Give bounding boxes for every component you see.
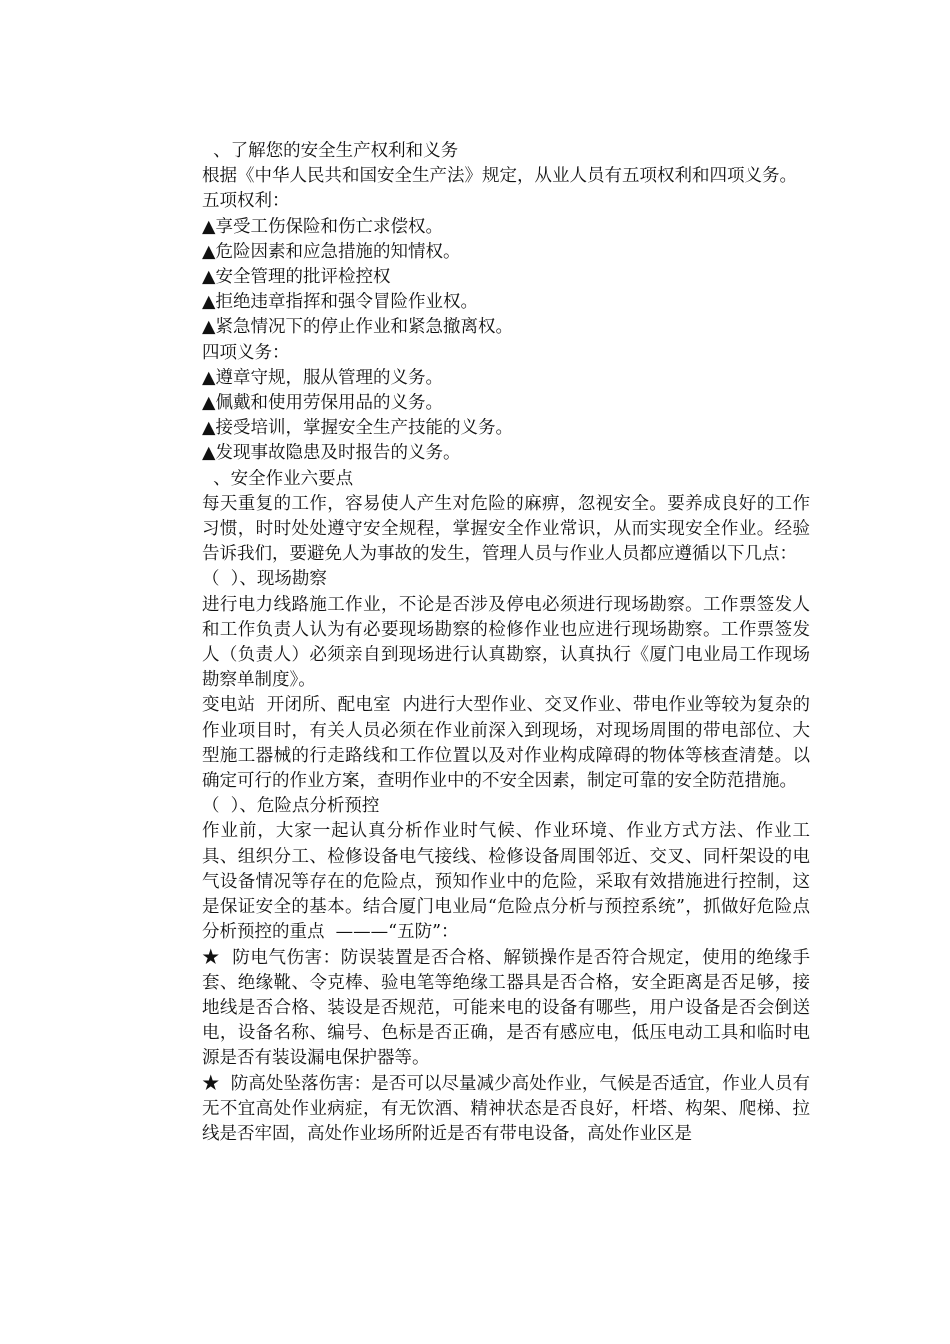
duty-item: ▲佩戴和使用劳保用品的义务。: [202, 393, 443, 414]
subheading-four-duties: 四项义务：: [202, 342, 290, 363]
right-item: ▲安全管理的批评检控权: [202, 267, 391, 288]
section-heading-rights-duties: 、了解您的安全生产权利和义务: [202, 141, 459, 161]
right-item: ▲危险因素和应急措施的知情权。: [202, 241, 461, 262]
duty-item: ▲接受培训，掌握安全生产技能的义务。: [202, 418, 513, 439]
duty-item: ▲发现事故隐患及时报告的义务。: [202, 443, 461, 464]
right-item: ▲拒绝违章指挥和强令冒险作业权。: [202, 292, 478, 313]
subheading-hazard-control: （ ）、危险点分析预控: [202, 796, 380, 817]
paragraph-substation-work: 变电站 开闭所、配电室 内进行大型作业、交叉作业、带电作业等较为复杂的作业项目时，有关人员必须在作业前深入到现场，对现场周围的带电部位、大型施工器械的行走路线和工作位置以及对作业构成障碍的物体等核查清楚。以确定可行的作业方案，查明作业中的不安全因素，制定可靠的安全防范措施。: [202, 695, 810, 792]
section-heading-six-points: 、安全作业六要点: [202, 468, 354, 489]
right-item: ▲享受工伤保险和伤亡求偿权。: [202, 216, 443, 237]
subheading-site-survey: （ ）、现场勘察: [202, 569, 327, 590]
duty-item: ▲遵章守规，服从管理的义务。: [202, 367, 443, 388]
document-body: [202, 139, 810, 1147]
right-item: ▲紧急情况下的停止作业和紧急撤离权。: [202, 317, 513, 338]
paragraph-site-survey: 进行电力线路施工作业，不论是否涉及停电必须进行现场勘察。工作票签发人和工作负责人认为有必要现场勘察的检修作业也应进行现场勘察。工作票签发人（负责人）必须亲自到现场进行认真勘察，认真执行《厦门电业局工作现场勘察单制度》。: [202, 594, 810, 691]
paragraph-hazard-control: 作业前，大家一起认真分析作业时气候、作业环境、作业方式方法、作业工具、组织分工、检修设备电气接线、检修设备周围邻近、交叉、同杆架设的电气设备情况等存在的危险点，预知作业中的危险，采取有效措施进行控制，这是保证安全的基本。结合厦门电业局“危险点分析与预控系统”，抓做好危险点分析预控的重点 ———“五防”：: [202, 821, 810, 943]
subheading-five-rights: 五项权利：: [202, 191, 290, 212]
star-item-fall: ★ 防高处坠落伤害：是否可以尽量减少高处作业，气候是否适宜，作业人员有无不宜高处作业病症，有无饮酒、精神状态是否良好，杆塔、构架、爬梯、拉线是否牢固，高处作业场所附近是否有带电设备，高处作业区是: [202, 1073, 810, 1144]
paragraph-law-intro: 根据《中华人民共和国安全生产法》规定，从业人员有五项权利和四项义务。: [202, 166, 797, 187]
paragraph-six-points-intro: 每天重复的工作，容易使人产生对危险的麻痹，忽视安全。要养成良好的工作习惯，时时处处遵守安全规程，掌握安全作业常识，从而实现安全作业。经验告诉我们，要避免人为事故的发生，管理人员与作业人员都应遵循以下几点：: [202, 493, 810, 565]
star-item-electrical: ★ 防电气伤害：防误装置是否合格、解锁操作是否符合规定，使用的绝缘手套、绝缘靴、令克棒、验电笔等绝缘工器具是否合格，安全距离是否足够，接地线是否合格、装设是否规范，可能来电的设备有哪些，用户设备是否会倒送电，设备名称、编号、色标是否正确，是否有感应电，低压电动工具和临时电源是否有装设漏电保护器等。: [202, 947, 810, 1069]
